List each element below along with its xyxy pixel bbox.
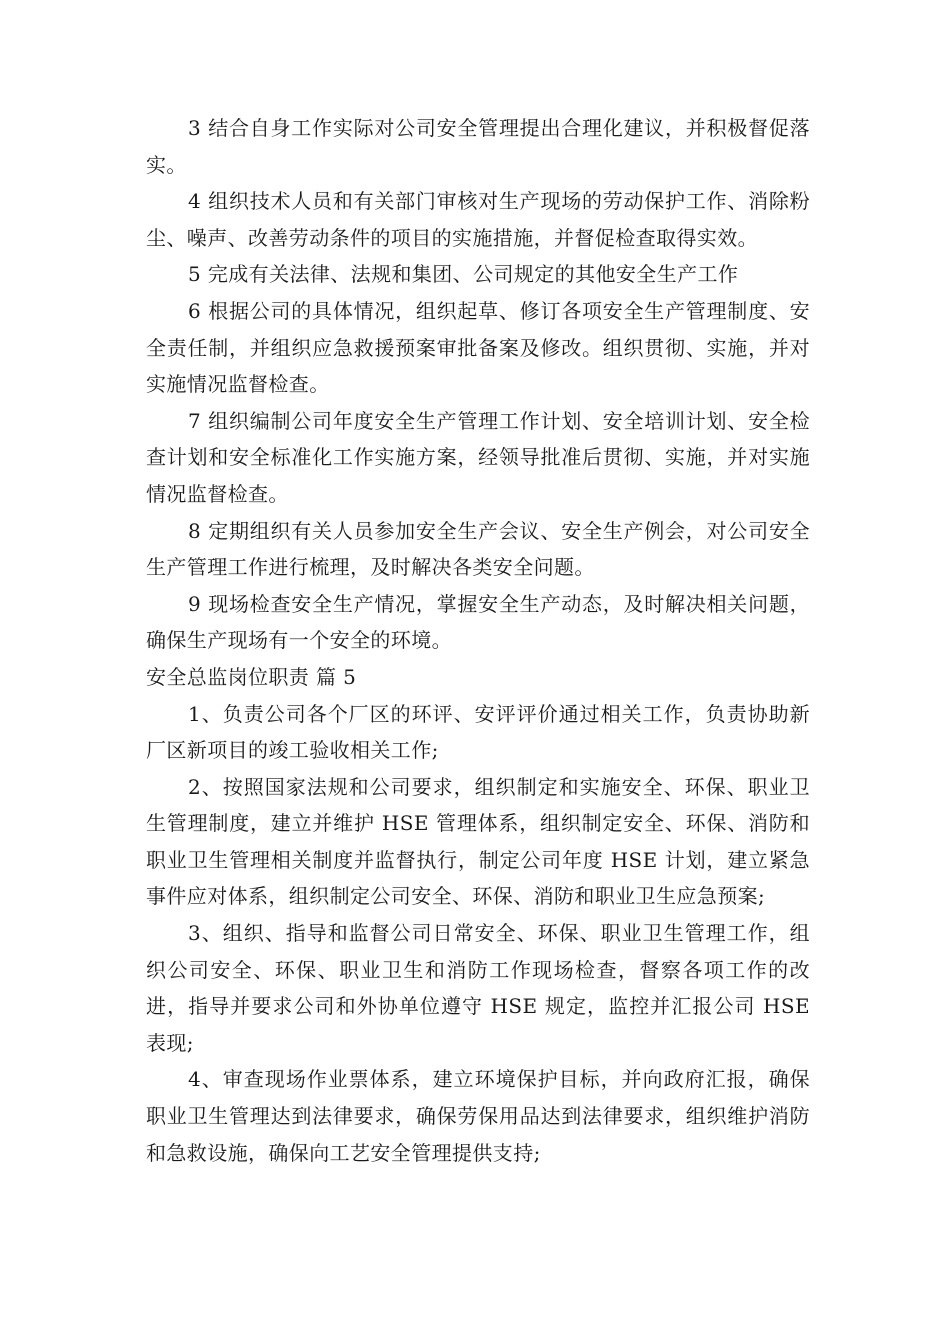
paragraph-item-9: 9 现场检查安全生产情况，掌握安全生产动态，及时解决相关问题，确保生产现场有一个安全的环境。 <box>146 591 810 653</box>
paragraph-item-8: 8 定期组织有关人员参加安全生产会议、安全生产例会，对公司安全生产管理工作进行梳理，及时解决各类安全问题。 <box>146 518 810 580</box>
paragraph-item-5: 5 完成有关法律、法规和集团、公司规定的其他安全生产工作 <box>188 262 739 287</box>
duty-item-2: 2、按照国家法规和公司要求，组织制定和实施安全、环保、职业卫生管理制度，建立并维护 HSE 管理体系，组织制定安全、环保、消防和职业卫生管理相关制度并监督执行，制定公司年度 HSE 计划，建立紧急事件应对体系，组织制定公司安全、环保、消防和职业卫生应急预案; <box>146 774 810 909</box>
paragraph-item-7: 7 组织编制公司年度安全生产管理工作计划、安全培训计划、安全检查计划和安全标准化工作实施方案，经领导批准后贯彻、实施，并对实施情况监督检查。 <box>146 408 810 506</box>
duty-item-1: 1、负责公司各个厂区的环评、安评评价通过相关工作，负责协助新厂区新项目的竣工验收相关工作; <box>146 701 810 763</box>
duty-item-4: 4、审查现场作业票体系，建立环境保护目标，并向政府汇报，确保职业卫生管理达到法律要求，确保劳保用品达到法律要求，组织维护消防和急救设施，确保向工艺安全管理提供支持; <box>146 1067 810 1165</box>
paragraph-item-6: 6 根据公司的具体情况，组织起草、修订各项安全生产管理制度、安全责任制，并组织应急救援预案审批备案及修改。组织贯彻、实施，并对实施情况监督检查。 <box>146 298 810 397</box>
document-body <box>146 110 810 1171</box>
section-heading: 安全总监岗位职责 篇 5 <box>146 664 357 689</box>
duty-item-3: 3、组织、指导和监督公司日常安全、环保、职业卫生管理工作，组织公司安全、环保、职业卫生和消防工作现场检查，督察各项工作的改进，指导并要求公司和外协单位遵守 HSE 规定，监控并汇报公司 HSE 表现; <box>146 921 810 1055</box>
paragraph-item-3: 3 结合自身工作实际对公司安全管理提出合理化建议，并积极督促落实。 <box>146 116 810 177</box>
paragraph-item-4: 4 组织技术人员和有关部门审核对生产现场的劳动保护工作、消除粉尘、噪声、改善劳动条件的项目的实施措施，并督促检查取得实效。 <box>146 189 810 250</box>
